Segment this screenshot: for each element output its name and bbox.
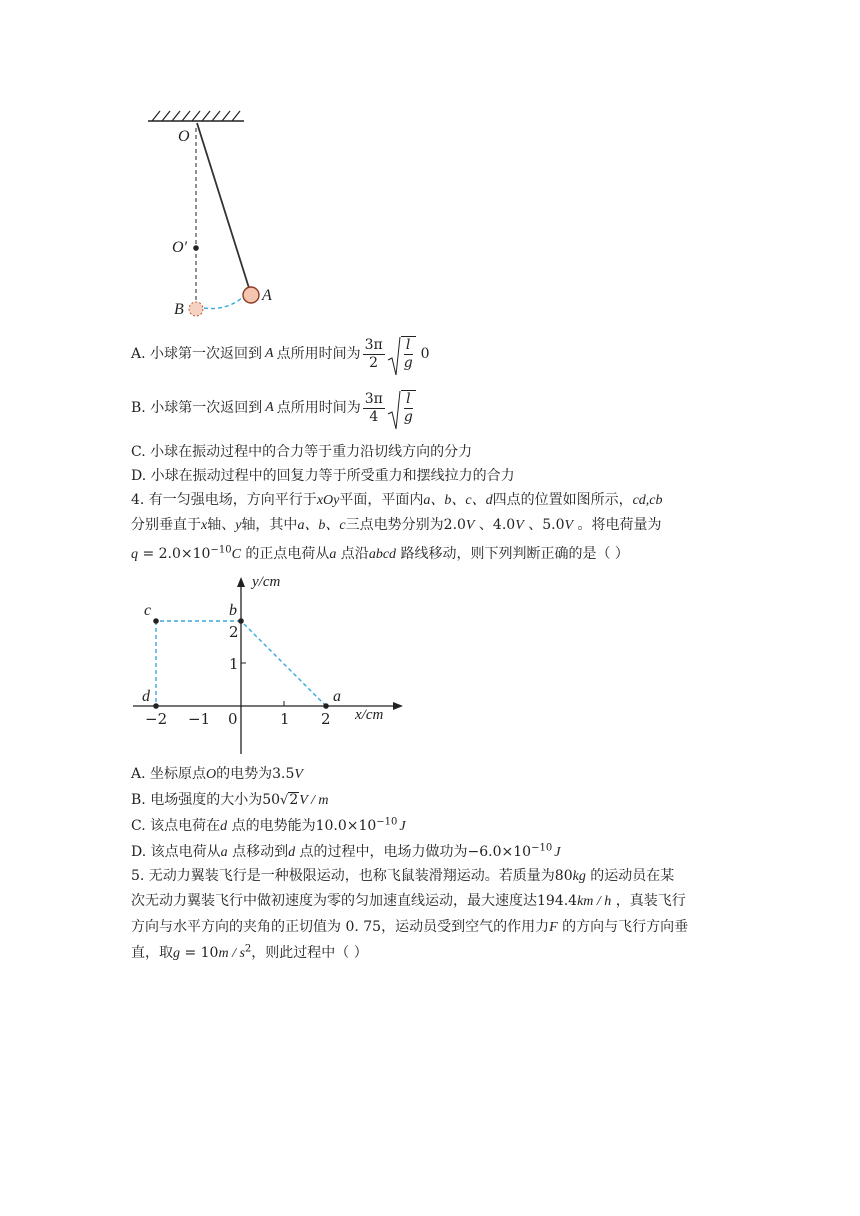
q5-text: 的方向与飞行方向垂: [557, 919, 689, 935]
pendulum-figure: [140, 108, 280, 323]
option-text: C. 该点电荷在: [131, 818, 221, 834]
graph-y-axis-label: y/cm: [252, 574, 281, 590]
option-q3-a-fraction: [363, 337, 385, 372]
fraction-numerator: 3π: [364, 390, 383, 407]
option-q3-a: [131, 332, 430, 376]
option-unit: J: [399, 819, 406, 834]
q4-text: 分别垂直于: [131, 517, 201, 533]
fraction-numerator: 3π: [364, 336, 383, 353]
q5-text: ，则此过程中（ ）: [251, 945, 368, 961]
option-q3-b-mid: 点所用时间为: [276, 400, 361, 416]
q5-unit: m / s: [218, 946, 245, 961]
q4-text: 轴、: [207, 517, 236, 533]
option-point: d: [288, 845, 296, 860]
q5-line-1: [131, 866, 674, 887]
q5-text: 直，取: [131, 945, 173, 961]
graph-x-tick: 0: [228, 710, 238, 728]
q5-text: 次无动力翼装飞行中做初速度为零的匀加速直线运动，最大速度达194.4: [131, 893, 578, 909]
q5-text: 的运动员在某: [585, 868, 675, 884]
q4-points: a、b、c: [297, 518, 346, 533]
coordinate-graph: [125, 572, 410, 757]
q5-text: ，真装飞行: [611, 893, 686, 909]
q5-text: 5. 无动力翼装飞行是一种极限运动，也称飞鼠装滑翔运动。若质量为80: [131, 868, 573, 884]
option-q3-b-point: A: [265, 400, 274, 415]
graph-x-axis-label: x/cm: [355, 707, 384, 723]
q5-line-3: [131, 917, 688, 938]
graph-x-tick: 2: [321, 710, 331, 728]
graph-point-c: c: [144, 602, 152, 619]
q4-text: 。将电荷量为: [573, 517, 662, 533]
option-text: D. 该点电荷从: [131, 844, 221, 860]
option-q3-b-radical: [387, 390, 416, 427]
q5-exponent: 2: [244, 943, 252, 955]
radical-top: l: [404, 337, 413, 355]
q4-x: x: [201, 518, 208, 533]
option-q3-b-fraction: [363, 391, 385, 426]
option-exponent: −10: [531, 842, 553, 854]
q4-text: 四点的位置如图所示，: [492, 492, 633, 508]
q4-charge: q: [131, 547, 138, 562]
q5-text: 方向与水平方向的夹角的正切值为 0. 75，运动员受到空气的作用力: [131, 919, 550, 935]
radical-top: l: [404, 391, 413, 409]
q4-unit: C: [231, 547, 241, 562]
q4-unit: V: [515, 518, 524, 533]
q4-points: a、b、c、d: [423, 493, 493, 508]
q4-text: 三点电势分别为2.0: [345, 517, 466, 533]
option-point: d: [220, 819, 228, 834]
option-q3-b-prefix: B. 小球第一次返回到: [131, 400, 263, 416]
option-q3-a-radical: [387, 336, 416, 373]
q5-unit: kg: [572, 869, 586, 884]
q5-gravity: g: [173, 946, 180, 961]
graph-x-tick: −1: [188, 710, 211, 728]
q4-unit: V: [465, 518, 475, 533]
option-text: B. 电场强度的大小为50: [131, 792, 281, 808]
option-radicand: 2: [289, 792, 299, 808]
option-exponent: −10: [376, 816, 398, 828]
option-text: 点移动到: [227, 844, 289, 860]
option-q3-a-point: A: [265, 346, 274, 361]
option-q4-c: [131, 816, 406, 837]
option-text: A. 坐标原点: [131, 766, 207, 782]
q4-text: 、4.0: [474, 517, 516, 533]
option-q4-b: B. 电场强度的大小为50√2V / m: [131, 792, 329, 808]
q4-exponent: −10: [210, 544, 232, 556]
q4-point: a: [329, 547, 337, 562]
pendulum-label-o-prime: O′: [172, 239, 188, 256]
graph-y-tick: 1: [229, 655, 239, 673]
q4-segments: cd,cb: [632, 493, 663, 508]
q4-text: 轴，其中: [241, 517, 298, 533]
q4-line-3: [131, 544, 629, 565]
graph-x-tick: 1: [280, 710, 290, 728]
option-point: a: [220, 845, 228, 860]
graph-y-tick: 2: [229, 623, 239, 641]
option-q3-a-mid: 点所用时间为: [276, 346, 361, 362]
graph-point-b: b: [229, 602, 237, 619]
radical-bottom: g: [403, 354, 413, 371]
q5-unit: km / h: [577, 894, 612, 909]
option-q3-a-suffix: 0: [420, 346, 430, 362]
q4-text: 路线移动，则下列判断正确的是（ ）: [396, 546, 629, 562]
option-symbol: O: [206, 767, 217, 782]
graph-point-d: d: [142, 688, 150, 705]
q4-line-2: [131, 515, 662, 536]
q5-line-4: [131, 943, 368, 964]
pendulum-label-a: A: [262, 287, 272, 304]
q5-force: F: [549, 920, 558, 935]
option-q4-a: [131, 764, 303, 785]
q4-text: 点沿: [336, 546, 369, 562]
q4-text: 的正点电荷从: [240, 546, 330, 562]
option-unit: J: [554, 845, 561, 860]
option-q4-d: [131, 842, 560, 863]
fraction-denominator: 2: [369, 354, 379, 371]
q4-unit: V: [564, 518, 574, 533]
fraction-denominator: 4: [369, 408, 379, 425]
option-q3-d: D. 小球在振动过程中的回复力等于所受重力和摆线拉力的合力: [131, 468, 515, 484]
pendulum-label-b: B: [174, 301, 184, 318]
q4-path: abcd: [368, 547, 397, 562]
q4-text: 、5.0: [523, 517, 565, 533]
pendulum-label-o: O: [178, 128, 190, 145]
graph-x-tick: −2: [145, 710, 168, 728]
q4-text: 4. 有一匀强电场，方向平行于: [131, 492, 317, 508]
option-unit: V: [294, 767, 303, 782]
q4-line-1: [131, 490, 663, 511]
q4-text: 平面，平面内: [339, 492, 424, 508]
option-q3-c: C. 小球在振动过程中的合力等于重力沿切线方向的分力: [131, 444, 473, 460]
option-text: 的电势为3.5: [216, 766, 295, 782]
graph-point-a: a: [333, 688, 341, 705]
option-q3-a-prefix: A. 小球第一次返回到: [131, 346, 263, 362]
q5-text: = 10: [180, 945, 219, 961]
option-text: 点的过程中，电场力做功为−6.0×10: [295, 844, 532, 860]
q4-y: y: [235, 518, 242, 533]
q5-line-2: [131, 891, 686, 912]
q4-text: = 2.0×10: [138, 546, 211, 562]
option-q3-b: [131, 386, 419, 430]
q4-plane: xOy: [316, 493, 340, 508]
option-text: 点的电势能为10.0×10: [227, 818, 377, 834]
option-unit: V / m: [299, 793, 329, 808]
radical-bottom: g: [403, 408, 413, 425]
